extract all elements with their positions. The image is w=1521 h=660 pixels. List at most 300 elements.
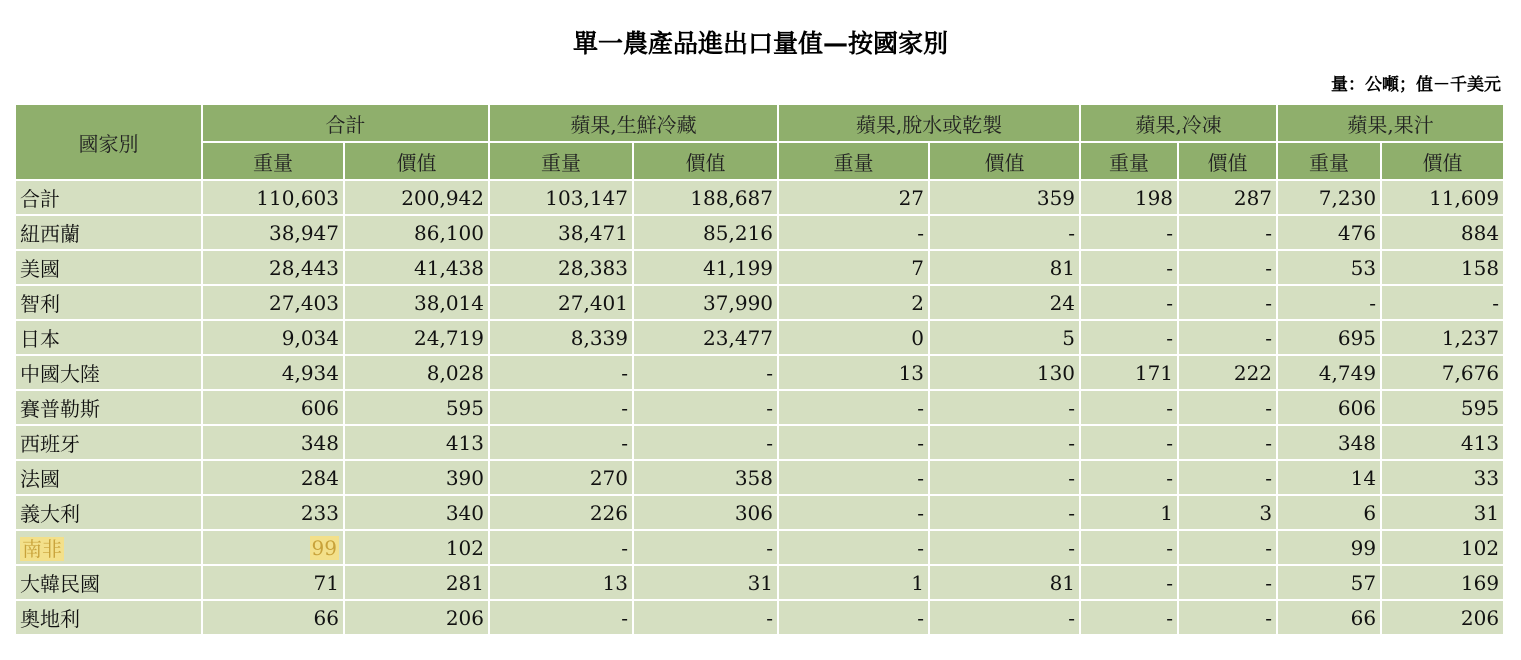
cell-text: - <box>621 605 628 630</box>
cell-text: 284 <box>300 465 339 490</box>
cell-country <box>15 215 202 250</box>
cell-value <box>1381 215 1504 250</box>
cell-text: 13 <box>602 570 628 595</box>
cell-text: - <box>917 605 925 630</box>
cell-text: 158 <box>1460 255 1500 280</box>
cell-text: - <box>766 430 774 455</box>
header-value: 價值 <box>929 142 1080 180</box>
cell-value <box>344 390 489 425</box>
cell-text: 99 <box>311 535 337 560</box>
cell-value <box>1178 390 1277 425</box>
cell-weight <box>1277 180 1381 215</box>
cell-value <box>633 425 778 460</box>
cell-text: 57 <box>1350 570 1377 595</box>
header-group-frozen: 蘋果,冷凍 <box>1080 104 1277 142</box>
cell-value <box>1178 600 1277 635</box>
cell-text: 38,947 <box>269 220 339 245</box>
cell-value <box>1381 390 1504 425</box>
cell-text: 9,034 <box>281 325 339 350</box>
country-label: 奧地利 <box>20 607 80 631</box>
cell-text: 476 <box>1337 220 1377 245</box>
table-row <box>15 355 1504 390</box>
cell-value <box>344 495 489 530</box>
cell-text: - <box>1068 395 1076 420</box>
cell-text: - <box>1265 570 1273 595</box>
cell-weight <box>778 320 929 355</box>
cell-text: 110,603 <box>256 185 339 210</box>
table-body <box>15 180 1504 635</box>
cell-value <box>344 180 489 215</box>
cell-text: 7,230 <box>1318 185 1377 210</box>
cell-text: 71 <box>313 570 339 595</box>
country-label: 義大利 <box>20 502 80 526</box>
cell-country <box>15 355 202 390</box>
cell-value <box>929 285 1080 320</box>
country-label: 合計 <box>20 187 60 211</box>
cell-weight <box>1277 495 1381 530</box>
cell-text: - <box>1068 220 1076 245</box>
cell-text: - <box>621 395 628 420</box>
country-label: 日本 <box>20 327 60 351</box>
cell-text: 102 <box>445 535 484 560</box>
cell-value <box>1381 565 1504 600</box>
cell-weight <box>1277 425 1381 460</box>
country-label: 中國大陸 <box>20 362 100 386</box>
cell-text: 99 <box>1350 535 1377 560</box>
cell-text: - <box>1068 535 1076 560</box>
table-row <box>15 600 1504 635</box>
cell-value <box>1178 530 1277 565</box>
cell-value <box>1178 495 1277 530</box>
cell-value <box>633 285 778 320</box>
cell-weight <box>202 355 344 390</box>
cell-text: 81 <box>1049 570 1076 595</box>
cell-country <box>15 250 202 285</box>
cell-text: 23,477 <box>703 325 774 350</box>
country-label: 大韓民國 <box>20 572 100 596</box>
cell-weight <box>1277 250 1381 285</box>
cell-weight <box>778 215 929 250</box>
cell-text: 85,216 <box>703 220 774 245</box>
cell-value <box>929 390 1080 425</box>
cell-value <box>929 530 1080 565</box>
header-weight: 重量 <box>1080 142 1178 180</box>
cell-text: 53 <box>1350 255 1377 280</box>
cell-weight <box>202 285 344 320</box>
cell-value <box>633 250 778 285</box>
header-group-dried: 蘋果,脫水或乾製 <box>778 104 1080 142</box>
cell-value <box>1178 565 1277 600</box>
header-value: 價值 <box>1178 142 1277 180</box>
cell-weight <box>202 425 344 460</box>
table-row <box>15 215 1504 250</box>
cell-value <box>633 215 778 250</box>
cell-value <box>1178 285 1277 320</box>
cell-weight <box>1277 355 1381 390</box>
cell-text: 81 <box>1049 255 1076 280</box>
cell-weight <box>489 425 633 460</box>
cell-text: - <box>1265 220 1273 245</box>
cell-text: 37,990 <box>703 290 774 315</box>
cell-text: - <box>917 395 925 420</box>
cell-weight <box>778 180 929 215</box>
cell-text: 340 <box>445 500 484 525</box>
cell-weight <box>202 565 344 600</box>
cell-value <box>1381 425 1504 460</box>
header-country: 國家別 <box>15 104 202 180</box>
cell-value <box>633 390 778 425</box>
unit-note: 量：公噸；值－千美元 <box>1331 75 1501 95</box>
cell-text: - <box>917 430 925 455</box>
cell-text: 200,942 <box>401 185 484 210</box>
cell-text: 595 <box>445 395 484 420</box>
cell-weight <box>778 390 929 425</box>
cell-text: 6 <box>1363 500 1377 525</box>
cell-value <box>344 600 489 635</box>
cell-weight <box>778 355 929 390</box>
table-row <box>15 425 1504 460</box>
table-row <box>15 285 1504 320</box>
cell-weight <box>1080 530 1178 565</box>
cell-text: 226 <box>589 500 628 525</box>
cell-text: - <box>1166 605 1174 630</box>
cell-text: 27,401 <box>558 290 628 315</box>
cell-text: 4,934 <box>281 360 339 385</box>
cell-weight <box>489 460 633 495</box>
cell-text: 1,237 <box>1441 325 1500 350</box>
cell-text: 3 <box>1259 500 1273 525</box>
cell-text: 5 <box>1062 325 1076 350</box>
cell-value <box>1381 320 1504 355</box>
cell-weight <box>202 460 344 495</box>
cell-text: - <box>1166 465 1174 490</box>
cell-text: - <box>1166 220 1174 245</box>
cell-text: 66 <box>1350 605 1377 630</box>
cell-text: - <box>1068 500 1076 525</box>
cell-text: - <box>766 395 774 420</box>
cell-text: - <box>1068 605 1076 630</box>
cell-text: 13 <box>898 360 925 385</box>
cell-weight <box>489 495 633 530</box>
cell-text: 169 <box>1460 570 1500 595</box>
cell-value <box>633 495 778 530</box>
cell-weight <box>1277 215 1381 250</box>
cell-text: 86,100 <box>414 220 484 245</box>
cell-text: 14 <box>1350 465 1377 490</box>
cell-value <box>633 355 778 390</box>
cell-country <box>15 460 202 495</box>
cell-text: 33 <box>1473 465 1500 490</box>
cell-text: 2 <box>911 290 925 315</box>
cell-value <box>344 355 489 390</box>
cell-value <box>344 250 489 285</box>
cell-value <box>929 215 1080 250</box>
cell-value <box>1178 320 1277 355</box>
cell-value <box>929 600 1080 635</box>
cell-text: 606 <box>300 395 339 420</box>
cell-weight <box>489 285 633 320</box>
cell-text: 695 <box>1337 325 1377 350</box>
cell-value <box>344 530 489 565</box>
cell-weight <box>489 530 633 565</box>
cell-value <box>929 425 1080 460</box>
cell-value <box>344 285 489 320</box>
cell-value <box>929 565 1080 600</box>
cell-value <box>929 495 1080 530</box>
cell-value <box>1381 495 1504 530</box>
cell-weight <box>1080 320 1178 355</box>
country-label: 法國 <box>20 467 60 491</box>
cell-value <box>929 460 1080 495</box>
cell-weight <box>1080 250 1178 285</box>
country-label: 美國 <box>20 257 60 281</box>
cell-weight <box>1080 355 1178 390</box>
cell-weight <box>1080 460 1178 495</box>
cell-value <box>1381 530 1504 565</box>
cell-text: 0 <box>911 325 925 350</box>
cell-text: 24,719 <box>414 325 484 350</box>
cell-value <box>929 355 1080 390</box>
cell-value <box>1178 250 1277 285</box>
page-title: 單一農產品進出口量值—按國家別 <box>572 29 948 58</box>
cell-text: - <box>1166 535 1174 560</box>
header-value: 價值 <box>633 142 778 180</box>
cell-weight <box>1277 460 1381 495</box>
cell-text: 27 <box>898 185 925 210</box>
cell-weight <box>1080 425 1178 460</box>
header-group-total: 合計 <box>202 104 489 142</box>
header-weight: 重量 <box>202 142 344 180</box>
cell-weight <box>202 180 344 215</box>
cell-text: - <box>1492 290 1500 315</box>
table-row <box>15 495 1504 530</box>
cell-weight <box>778 530 929 565</box>
table-row <box>15 250 1504 285</box>
cell-text: 38,014 <box>414 290 484 315</box>
country-label: 智利 <box>20 292 60 316</box>
cell-text: - <box>1265 535 1273 560</box>
cell-text: 171 <box>1134 360 1174 385</box>
cell-text: - <box>621 430 628 455</box>
cell-text: 413 <box>445 430 484 455</box>
cell-value <box>633 600 778 635</box>
cell-weight <box>778 460 929 495</box>
table-row <box>15 180 1504 215</box>
cell-country <box>15 180 202 215</box>
cell-text: 1 <box>911 570 925 595</box>
cell-text: 7 <box>911 255 925 280</box>
cell-weight <box>489 320 633 355</box>
cell-text: 287 <box>1233 185 1273 210</box>
cell-value <box>1381 250 1504 285</box>
country-label: 賽普勒斯 <box>20 397 100 421</box>
cell-text: 281 <box>445 570 484 595</box>
cell-country <box>15 390 202 425</box>
cell-weight <box>489 180 633 215</box>
cell-weight <box>778 285 929 320</box>
cell-text: - <box>1166 570 1174 595</box>
cell-value <box>1178 425 1277 460</box>
cell-text: - <box>917 465 925 490</box>
cell-weight <box>202 600 344 635</box>
cell-text: - <box>766 360 774 385</box>
cell-value <box>1178 180 1277 215</box>
cell-text: - <box>1265 430 1273 455</box>
cell-text: - <box>1166 395 1174 420</box>
header-value: 價值 <box>344 142 489 180</box>
cell-weight <box>1080 495 1178 530</box>
country-label: 南非 <box>22 537 62 561</box>
cell-text: - <box>1068 430 1076 455</box>
cell-value <box>633 460 778 495</box>
cell-value <box>1178 215 1277 250</box>
cell-weight <box>1080 180 1178 215</box>
table-row <box>15 530 1504 565</box>
header-weight: 重量 <box>778 142 929 180</box>
cell-text: 222 <box>1233 360 1273 385</box>
cell-text: - <box>1265 395 1273 420</box>
cell-weight <box>1277 320 1381 355</box>
cell-value <box>633 565 778 600</box>
cell-text: 28,383 <box>558 255 628 280</box>
cell-value <box>1381 600 1504 635</box>
cell-country <box>15 565 202 600</box>
cell-weight <box>489 390 633 425</box>
cell-value <box>344 215 489 250</box>
cell-weight <box>202 495 344 530</box>
cell-weight <box>1277 530 1381 565</box>
cell-weight <box>489 600 633 635</box>
cell-weight <box>489 215 633 250</box>
cell-weight <box>1080 600 1178 635</box>
trade-table <box>14 103 1505 636</box>
cell-text: 7,676 <box>1441 360 1500 385</box>
cell-country <box>15 530 202 565</box>
cell-text: 348 <box>300 430 339 455</box>
cell-text: 27,403 <box>269 290 339 315</box>
cell-value <box>1381 355 1504 390</box>
cell-text: - <box>1166 290 1174 315</box>
cell-value <box>1381 285 1504 320</box>
cell-text: 24 <box>1049 290 1076 315</box>
cell-text: 206 <box>1460 605 1500 630</box>
cell-text: - <box>1265 290 1273 315</box>
cell-weight <box>778 250 929 285</box>
cell-country <box>15 425 202 460</box>
cell-text: 306 <box>734 500 774 525</box>
cell-weight <box>202 215 344 250</box>
cell-weight <box>202 530 344 565</box>
cell-text: - <box>621 535 628 560</box>
cell-text: 206 <box>445 605 484 630</box>
cell-text: 595 <box>1460 395 1500 420</box>
cell-value <box>929 250 1080 285</box>
header-group-juice: 蘋果,果汁 <box>1277 104 1504 142</box>
cell-text: - <box>621 360 628 385</box>
cell-text: 41,199 <box>703 255 774 280</box>
cell-weight <box>1277 565 1381 600</box>
cell-text: 270 <box>589 465 628 490</box>
cell-text: - <box>1166 430 1174 455</box>
table-row <box>15 320 1504 355</box>
cell-weight <box>778 495 929 530</box>
cell-text: 413 <box>1460 430 1500 455</box>
cell-value <box>344 425 489 460</box>
cell-country <box>15 495 202 530</box>
cell-weight <box>778 600 929 635</box>
cell-weight <box>1080 565 1178 600</box>
cell-value <box>1178 355 1277 390</box>
cell-text: 1 <box>1160 500 1174 525</box>
cell-text: 102 <box>1460 535 1500 560</box>
cell-text: - <box>766 535 774 560</box>
cell-weight <box>778 565 929 600</box>
cell-value <box>344 565 489 600</box>
table-row <box>15 460 1504 495</box>
cell-value <box>344 460 489 495</box>
cell-text: - <box>766 605 774 630</box>
cell-text: 28,443 <box>269 255 339 280</box>
cell-weight <box>1277 390 1381 425</box>
cell-weight <box>202 250 344 285</box>
cell-weight <box>489 250 633 285</box>
cell-text: - <box>1265 605 1273 630</box>
cell-weight <box>778 425 929 460</box>
header-weight: 重量 <box>489 142 633 180</box>
cell-weight <box>1277 285 1381 320</box>
cell-text: - <box>917 500 925 525</box>
cell-text: 66 <box>313 605 339 630</box>
cell-value <box>1381 460 1504 495</box>
cell-text: - <box>1166 255 1174 280</box>
cell-text: 130 <box>1036 360 1076 385</box>
cell-text: 606 <box>1337 395 1377 420</box>
cell-text: 31 <box>747 570 774 595</box>
cell-text: 41,438 <box>414 255 484 280</box>
cell-text: 4,749 <box>1318 360 1377 385</box>
cell-weight <box>489 565 633 600</box>
cell-text: 103,147 <box>545 185 628 210</box>
cell-value <box>929 180 1080 215</box>
cell-text: - <box>1265 255 1273 280</box>
cell-weight <box>1277 600 1381 635</box>
cell-country <box>15 320 202 355</box>
cell-text: 358 <box>734 465 774 490</box>
cell-country <box>15 285 202 320</box>
cell-text: 11,609 <box>1429 185 1500 210</box>
cell-text: 348 <box>1337 430 1377 455</box>
header-group-fresh: 蘋果,生鮮冷藏 <box>489 104 778 142</box>
country-label: 紐西蘭 <box>20 222 80 246</box>
cell-weight <box>489 355 633 390</box>
cell-weight <box>1080 285 1178 320</box>
cell-value <box>633 180 778 215</box>
cell-value <box>929 320 1080 355</box>
cell-text: - <box>1265 465 1273 490</box>
cell-text: 359 <box>1036 185 1076 210</box>
cell-text: - <box>917 535 925 560</box>
cell-country <box>15 600 202 635</box>
cell-text: 198 <box>1134 185 1174 210</box>
header-weight: 重量 <box>1277 142 1381 180</box>
cell-value <box>1381 180 1504 215</box>
cell-text: - <box>1166 325 1174 350</box>
cell-value <box>633 530 778 565</box>
table-row <box>15 565 1504 600</box>
cell-text: - <box>1369 290 1377 315</box>
cell-text: 8,339 <box>570 325 628 350</box>
cell-text: 8,028 <box>426 360 484 385</box>
